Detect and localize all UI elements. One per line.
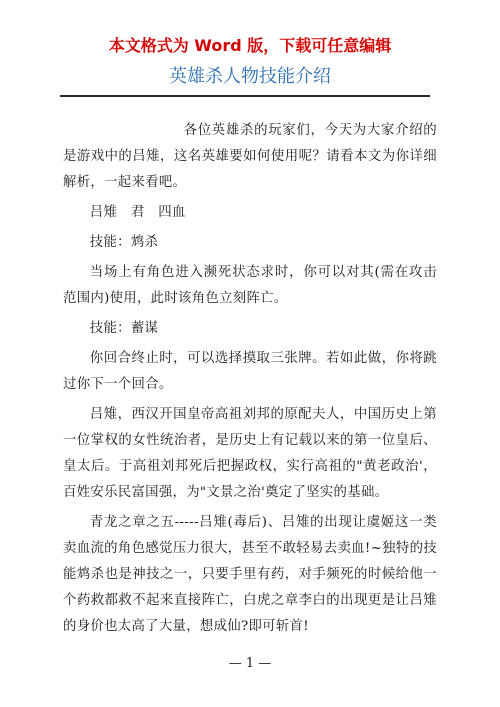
history-paragraph: 吕雉，西汉开国皇帝高祖刘邦的原配夫人，中国历史上第一位掌权的女性统治者，是历史上有记载以来的第一位皇后、皇太后。于高祖刘邦死后把握政权，实行高祖的"黄老政治'，百姓安乐民富国强，为"文景之治'奠定了坚实的基础。 (63, 407, 437, 500)
page-number: — 1 — (228, 656, 272, 671)
document-title: 英雄杀人物技能介绍 (169, 66, 331, 87)
commentary-paragraph: 青龙之章之五-----吕雉(毒后)、吕雉的出现让虞姬这一类卖血流的角色感觉压力很大，甚至不敢轻易去卖血!~独特的技能鸩杀也是神技之一，只要手里有药，对手频死的时候给他一个药救都救不起来直接阵亡，白虎之章李白的出现更是让吕雉的身价也太高了大量，想成仙?即可斩首! (63, 515, 437, 634)
skill-two-heading: 技能：蓄谋 (89, 321, 159, 336)
skill-one-heading: 技能：鸩杀 (89, 235, 159, 250)
document-body (63, 118, 437, 640)
word-format-banner: 本文格式为 Word 版，下载可任意编辑 (108, 36, 392, 55)
intro-paragraph: 各位英雄杀的玩家们，今天为大家介绍的是游戏中的吕雉，这名英雄要如何使用呢？请看本文为你详细解析，一起来看吧。 (63, 123, 437, 190)
skill-one-description: 当场上有角色进入濒死状态求时，你可以对其(需在攻击范围内)使用，此时该角色立刻阵亡。 (63, 265, 437, 306)
skill-two-description: 你回合终止时，可以选择摸取三张牌。若如此做，你将跳过你下一个回合。 (63, 351, 437, 392)
hero-stats-line: 吕雉 君 四血 (89, 205, 186, 220)
title-divider (60, 95, 430, 97)
